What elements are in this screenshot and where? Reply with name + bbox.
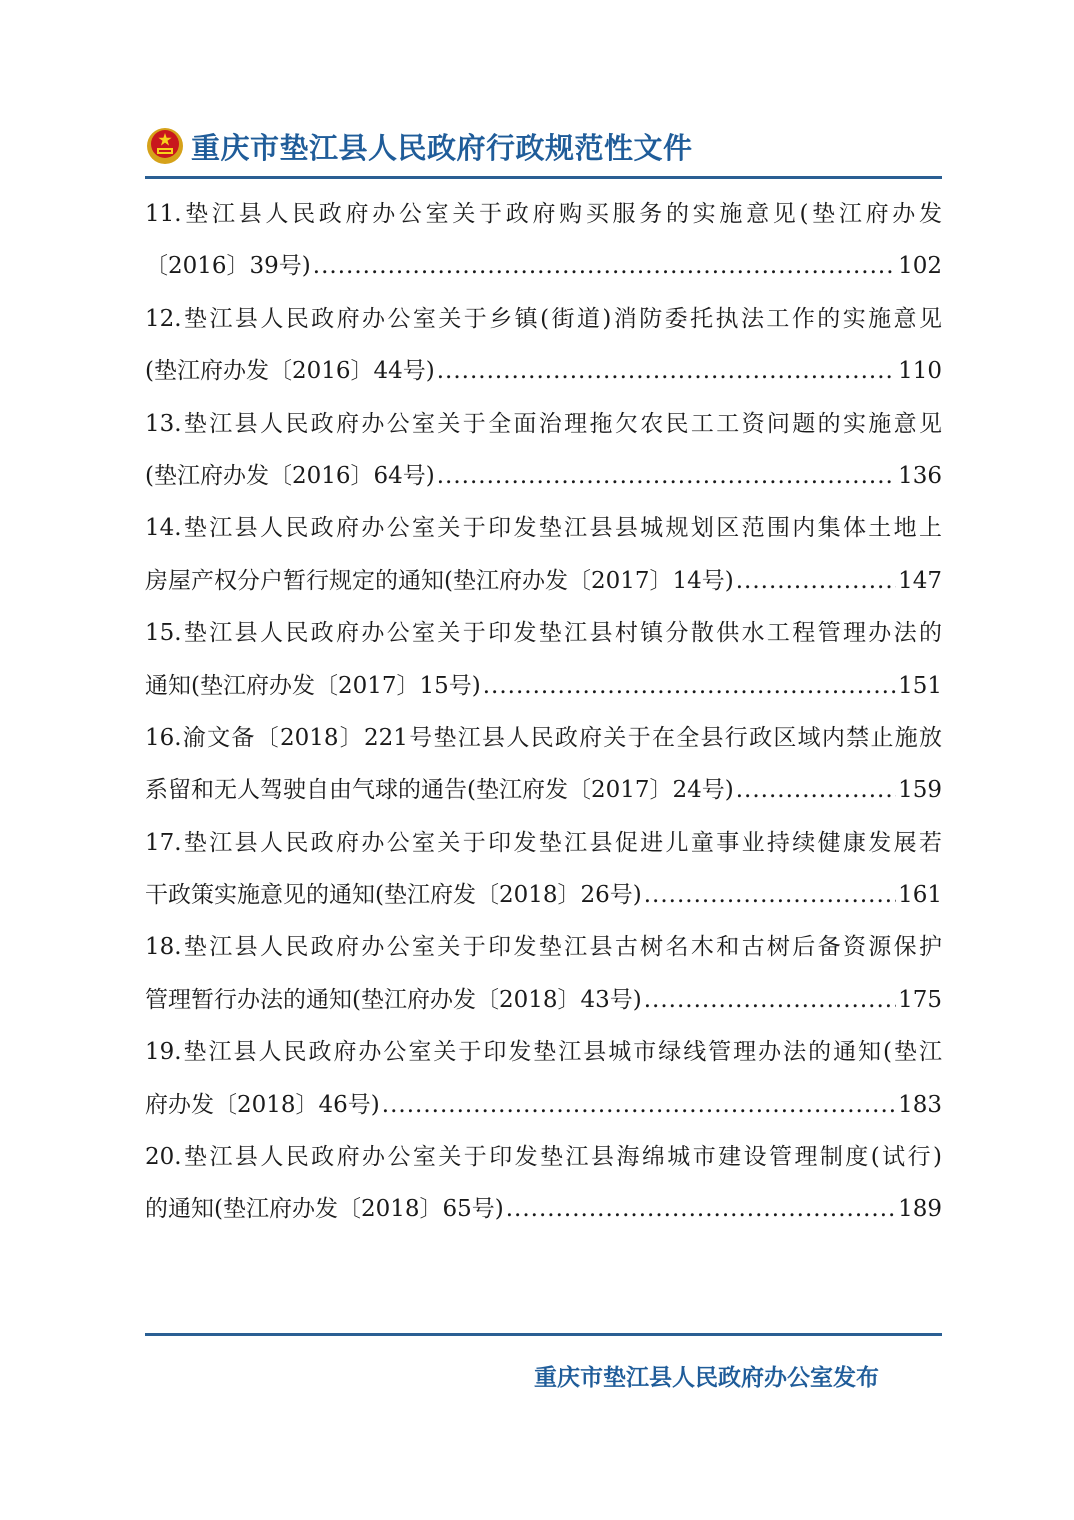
toc-entry-title: 19.垫江县人民政府办公室关于印发垫江县城市绿线管理办法的通知(垫江 bbox=[145, 1039, 942, 1066]
dot-leader bbox=[437, 450, 896, 502]
toc-entry bbox=[145, 293, 942, 398]
toc-entry-title: 14.垫江县人民政府办公室关于印发垫江县县城规划区范围内集体土地上 bbox=[145, 515, 942, 542]
toc-entry-doc-number: 〔2016〕39号) bbox=[145, 253, 311, 280]
toc-entry-doc-number: 通知(垫江府办发〔2017〕15号) bbox=[145, 672, 481, 699]
toc-entry-title: 17.垫江县人民政府办公室关于印发垫江县促进儿童事业持续健康发展若 bbox=[145, 829, 942, 856]
toc-page-number: 183 bbox=[898, 1091, 942, 1118]
toc-page-number: 161 bbox=[898, 882, 942, 909]
dot-leader bbox=[382, 1079, 896, 1131]
dot-leader bbox=[313, 240, 896, 292]
toc-page-number: 136 bbox=[898, 462, 942, 489]
toc-entry-doc-number: 系留和无人驾驶自由气球的通告(垫江府发〔2017〕24号) bbox=[145, 777, 734, 804]
toc-entry-title: 12.垫江县人民政府办公室关于乡镇(街道)消防委托执法工作的实施意见 bbox=[145, 305, 942, 332]
toc-entry bbox=[145, 1131, 942, 1236]
dot-leader bbox=[437, 345, 896, 397]
toc-page-number: 175 bbox=[898, 986, 942, 1013]
dot-leader bbox=[736, 764, 896, 816]
dot-leader bbox=[644, 869, 896, 921]
dot-leader bbox=[644, 974, 896, 1026]
toc-entry bbox=[145, 712, 942, 817]
toc-entry-title: 11.垫江县人民政府办公室关于政府购买服务的实施意见(垫江府办发 bbox=[145, 201, 942, 227]
table-of-contents bbox=[145, 188, 942, 1236]
toc-page-number: 159 bbox=[898, 777, 942, 804]
dot-leader bbox=[483, 660, 896, 712]
toc-entry bbox=[145, 502, 942, 607]
document-header bbox=[145, 120, 945, 172]
dot-leader bbox=[506, 1183, 896, 1235]
toc-page-number: 102 bbox=[898, 253, 942, 280]
toc-entry bbox=[145, 188, 942, 293]
toc-entry bbox=[145, 921, 942, 1026]
header-divider bbox=[145, 176, 942, 179]
toc-entry-title: 13.垫江县人民政府办公室关于全面治理拖欠农民工工资问题的实施意见 bbox=[145, 410, 942, 437]
toc-entry-title: 15.垫江县人民政府办公室关于印发垫江县村镇分散供水工程管理办法的 bbox=[145, 620, 942, 647]
footer-divider bbox=[145, 1333, 942, 1336]
toc-entry-doc-number: (垫江府办发〔2016〕44号) bbox=[145, 358, 435, 385]
toc-entry-doc-number: 府办发〔2018〕46号) bbox=[145, 1091, 380, 1118]
toc-page-number: 147 bbox=[898, 567, 942, 594]
toc-entry-doc-number: 管理暂行办法的通知(垫江府办发〔2018〕43号) bbox=[145, 986, 642, 1013]
toc-entry-doc-number: 干政策实施意见的通知(垫江府发〔2018〕26号) bbox=[145, 882, 642, 909]
toc-entry-title: 16.渝文备〔2018〕221号垫江县人民政府关于在全县行政区域内禁止施放 bbox=[145, 724, 942, 751]
toc-entry-doc-number: (垫江府办发〔2016〕64号) bbox=[145, 462, 435, 489]
toc-entry bbox=[145, 1026, 942, 1131]
toc-entry-doc-number: 房屋产权分户暂行规定的通知(垫江府办发〔2017〕14号) bbox=[145, 567, 734, 594]
footer-publisher: 重庆市垫江县人民政府办公室发布 bbox=[534, 1365, 879, 1391]
toc-page-number: 189 bbox=[898, 1196, 942, 1223]
toc-entry-title: 20.垫江县人民政府办公室关于印发垫江县海绵城市建设管理制度(试行) bbox=[145, 1144, 942, 1171]
dot-leader bbox=[736, 555, 896, 607]
toc-entry bbox=[145, 607, 942, 712]
toc-entry bbox=[145, 398, 942, 503]
toc-page-number: 110 bbox=[898, 358, 942, 385]
toc-page-number: 151 bbox=[898, 672, 942, 699]
header-title: 重庆市垫江县人民政府行政规范性文件 bbox=[191, 130, 693, 165]
toc-entry-doc-number: 的通知(垫江府办发〔2018〕65号) bbox=[145, 1196, 504, 1223]
toc-entry bbox=[145, 817, 942, 922]
toc-entry-title: 18.垫江县人民政府办公室关于印发垫江县古树名木和古树后备资源保护 bbox=[145, 934, 942, 961]
national-emblem-icon bbox=[145, 126, 185, 166]
